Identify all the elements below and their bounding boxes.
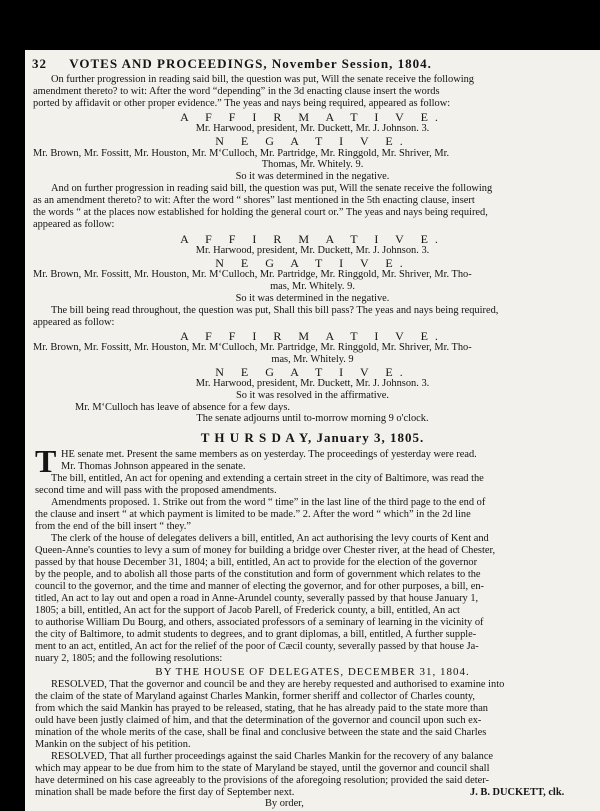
text-line: amendment thereto? to wit: After the word “depending” in the 3d enacting clause insert the words [33, 86, 440, 97]
text-line: 1805; a bill, entitled, An act for the support of Jacob Parell, of Frederick county, a bill, entitled, An act [35, 605, 460, 616]
vote-heading-affirmative: A F F I R M A T I V E. [180, 110, 445, 124]
text-line: RESOLVED, That the governor and council be and they are hereby requested and authorised to examine into [51, 679, 505, 690]
text-line: from the end of the bill insert “ they.” [35, 521, 192, 532]
text-line: appeared as follow: [33, 219, 115, 230]
vote-heading-negative: N E G A T I V E. [215, 256, 410, 270]
by-order: By order, [265, 798, 304, 809]
vote-names: Mr. Harwood, president, Mr. Duckett, Mr. J. Johnson. 3. [195, 123, 430, 134]
text-line: second time and will pass with the proposed amendments. [35, 485, 277, 496]
text-line: RESOLVED, That all further proceedings against the said Charles Mankin for the recovery of any balance [51, 751, 494, 762]
text-line: ould have been justly claimed of him, and that the determination of the governor and council upon such ex- [35, 715, 482, 726]
text-line: On further progression in reading said bill, the question was put, Will the senate receive the following [51, 74, 474, 85]
text-line: Queen-Anne's counties to levy a sum of money for building a bridge over Chester river, at the head of Chester, [35, 545, 496, 556]
text-line: titled, An act to lay out and open a road in Anne-Arundel county, severally passed by that house January 1, [35, 593, 479, 604]
vote-names: Thomas, Mr. Whitely. 9. [261, 159, 364, 170]
text-line: ported by affidavit or other proper evidence.” The yeas and nays being required, appeared as follow: [33, 98, 451, 109]
text-line: And on further progression in reading said bill, the question was put, Will the senate receive the following [51, 183, 493, 194]
vote-names: mas, Mr. Whitely. 9 [271, 354, 354, 365]
text-line: The clerk of the house of delegates delivers a bill, entitled, An act authorising the levy courts of Kent and [51, 533, 489, 544]
vote-names: Mr. Harwood, president, Mr. Duckett, Mr. J. Johnson. 3. [195, 378, 430, 389]
vote-heading-affirmative: A F F I R M A T I V E. [180, 329, 445, 343]
day-heading: T H U R S D A Y, January 3, 1805. [200, 430, 425, 445]
text-line: council to the governor, and the time and manner of electing the governor, and for other purposes, a bill, en- [35, 581, 484, 592]
clerk-signature: J. B. DUCKETT, clk. [470, 787, 565, 798]
text-line: mination of the whole merits of the case, shall be final and conclusive between the state and the said Charles [35, 727, 487, 738]
text-line: nuary 2, 1805; and the following resolutions: [35, 653, 223, 664]
vote-result: So it was resolved in the affirmative. [235, 390, 390, 401]
text-line: to authorise William Du Bourg, and others, associated professors of a seminary of learning in the vicinity of [35, 617, 484, 628]
text-line: as an amendment thereto? to wit: After the word “ shores” last mentioned in the 5th enacting clause, insert [33, 195, 475, 206]
text-line: the city of Baltimore, to admit students to degrees, and to grant diplomas, a bill, entitled, A further supple- [35, 629, 477, 640]
text-line: ment to an act, entitled, An act for the relief of the poor of Cæcil county, severally passed by that house Ja- [35, 641, 479, 652]
text-line: The bill, entitled, An act for opening and extending a certain street in the city of Baltimore, was read the [51, 473, 484, 484]
text-line: the words “ at the places now established for holding the general court or.” The yeas and nays being required, [33, 207, 488, 218]
vote-result: So it was determined in the negative. [235, 293, 390, 304]
text-line: the claim of the state of Maryland against Charles Mankin, former sheriff and collector of Charles county, [35, 691, 476, 702]
text-line: which may appear to be due from him to the state of Maryland be stayed, until the governor and council shall [35, 763, 490, 774]
text-line: appeared as follow: [33, 317, 115, 328]
text-line: Amendments proposed. 1. Strike out from the word “ time” in the last line of the third page to the end of [51, 497, 486, 508]
page-number: 32 [32, 56, 47, 71]
text-line: Mr. M‘Culloch has leave of absence for a few days. [75, 402, 290, 413]
text-line: The bill being read throughout, the question was put, Shall this bill pass? The yeas and nays being required, [51, 305, 499, 316]
vote-names: mas, Mr. Whitely. 9. [270, 281, 355, 292]
text-line: Mankin on the subject of his petition. [35, 739, 191, 750]
vote-names: Mr. Brown, Mr. Fossitt, Mr. Houston, Mr. M‘Culloch, Mr. Partridge, Mr. Ringgold, Mr. Shriver, Mr. [33, 148, 450, 159]
vote-heading-affirmative: A F F I R M A T I V E. [180, 232, 445, 246]
vote-names: Mr. Brown, Mr. Fossitt, Mr. Houston, Mr. M‘Culloch, Mr. Partridge, Mr. Ringgold, Mr. Shriver, Mr. Tho- [33, 342, 472, 353]
text-line: by the people, and to abolish all those parts of the constitution and form of government which relates to the [35, 569, 481, 580]
text-line: passed by that house December 31, 1804; a bill, entitled, An act to provide for the election of the governor [35, 557, 478, 568]
text-line: Mr. Thomas Johnson appeared in the senate. [61, 461, 246, 472]
vote-names: Mr. Brown, Mr. Fossitt, Mr. Houston, Mr. M‘Culloch, Mr. Partridge, Mr. Ringgold, Mr. Shriver, Mr. Tho- [33, 269, 472, 280]
vote-heading-negative: N E G A T I V E. [215, 134, 410, 148]
vote-names: Mr. Harwood, president, Mr. Duckett, Mr. J. Johnson. 3. [195, 245, 430, 256]
adjournment-line: The senate adjourns until to-morrow morning 9 o'clock. [196, 413, 429, 424]
text-line: from which the said Mankin has prayed to be released, stating, that he has already paid to the state more than [35, 703, 489, 714]
text-line: the clause and insert “ at which payment is limited to be made.” 2. After the word “ which” in the 2d line [35, 509, 471, 520]
drop-cap: T [35, 443, 57, 479]
text-line: mination shall be made before the first day of September next. [35, 787, 295, 798]
text-line: HE senate met. Present the same members as on yesterday. The proceedings of yesterday were read. [61, 449, 477, 460]
vote-result: So it was determined in the negative. [235, 171, 390, 182]
running-header [25, 58, 600, 70]
running-title: VOTES AND PROCEEDINGS, November Session, 1804. [69, 56, 432, 71]
resolution-heading: BY THE HOUSE OF DELEGATES, DECEMBER 31, 1804. [155, 666, 470, 678]
text-line: have determined on his case agreeably to the provisions of the aforegoing resolution; provided the said deter- [35, 775, 489, 786]
document-page [25, 50, 600, 811]
vote-heading-negative: N E G A T I V E. [215, 365, 410, 379]
